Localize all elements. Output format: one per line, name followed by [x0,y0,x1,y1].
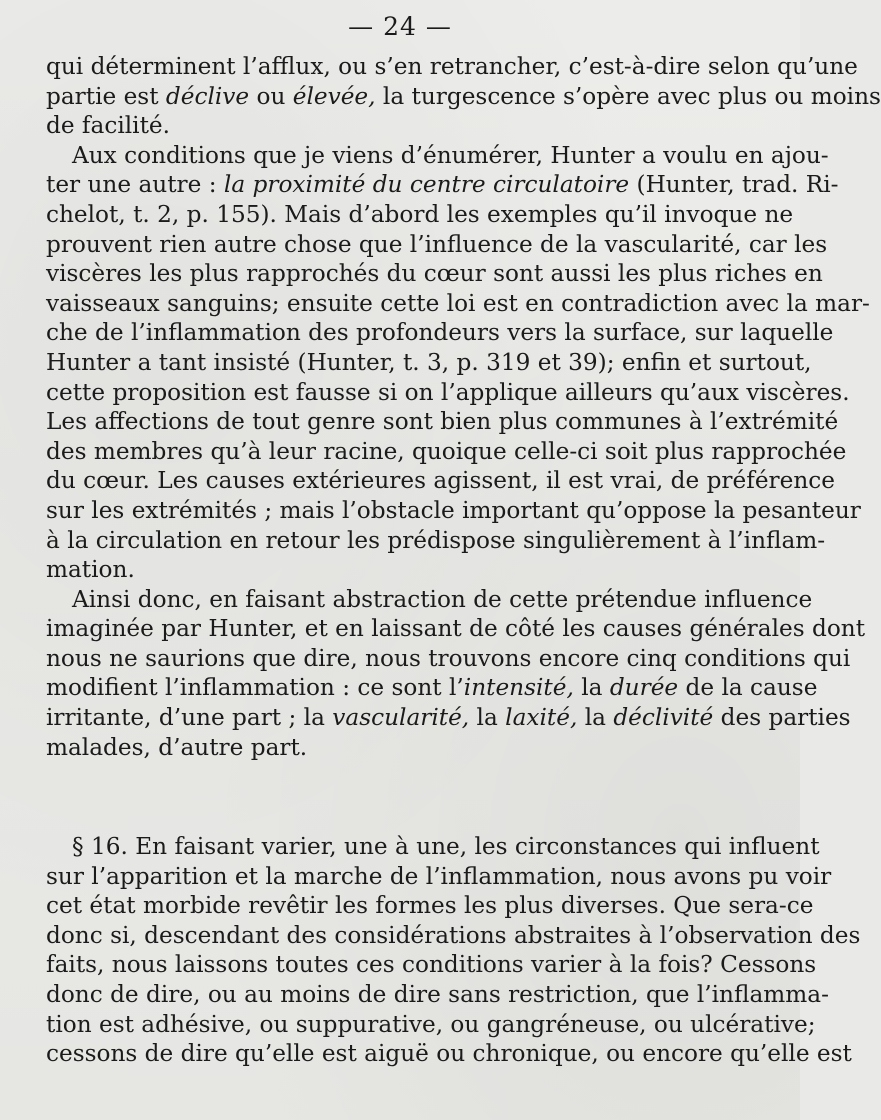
paragraph-4-line-6: donc de dire, ou au moins de dire sans restriction, que l’inflamma- [46,980,829,1008]
text-run: la [577,704,614,732]
paragraph-2-line-8: Hunter a tant insisté (Hunter, t. 3, p. 319 et 39); enfin et surtout, [46,348,812,376]
text-run: (Hunter, trad. Ri- [629,171,839,199]
italic-term: laxité, [505,704,578,732]
paragraph-2-line-14: à la circulation en retour les prédispose singulièrement à l’inflam- [46,526,826,554]
paragraph-2-line-2 [46,170,839,200]
paragraph-2-line-7: che de l’inflammation des profondeurs vers la surface, sur laquelle [46,319,834,347]
paragraph-4-line-5: faits, nous laissons toutes ces conditions varier à la fois? Cessons [46,951,817,979]
paragraph-4-line-1: § 16. En faisant varier, une à une, les circonstances qui influent [72,833,820,860]
paragraph-3-line-5 [46,703,851,733]
paragraph-4-line-4: donc si, descendant des considérations abstraites à l’observation des [46,921,861,949]
body-text-upper [46,52,881,762]
paragraph-2-line-15: mation. [46,556,135,584]
paragraph-2-line-5: viscères les plus rapprochés du cœur sont aussi les plus riches en [46,260,823,288]
paragraph-4-line-3: cet état morbide revêtir les formes les plus diverses. Que sera-ce [46,892,814,920]
page-number: — 24 — [348,12,452,41]
paragraph-2-line-13: sur les extrémités ; mais l’obstacle important qu’oppose la pesanteur [46,496,861,524]
text-run: la [469,704,506,732]
text-run: la [573,674,610,702]
text-run: partie est [46,82,166,110]
paragraph-4-line-7: tion est adhésive, ou suppurative, ou gangréneuse, ou ulcérative; [46,1010,816,1038]
paragraph-3-line-2: imaginée par Hunter, et en laissant de côté les causes générales dont [46,615,866,643]
italic-term: déclivité [613,704,714,732]
paragraph-2-line-4: prouvent rien autre chose que l’influence de la vascularité, car les [46,230,828,258]
text-run: la turgescence s’opère avec plus ou moins [375,82,881,110]
paragraph-1-line-2 [46,82,881,112]
text-run: ter une autre : [46,171,224,199]
text-run: irritante, d’une part ; la [46,704,333,732]
text-run: de la cause [678,674,818,702]
italic-term: intensité, [463,674,574,702]
paragraph-4-line-2: sur l’apparition et la marche de l’inflammation, nous avons pu voir [46,862,832,890]
italic-term: élevée, [292,82,376,110]
paragraph-2-line-9: cette proposition est fausse si on l’applique ailleurs qu’aux viscères. [46,378,850,406]
paragraph-2-line-1: Aux conditions que je viens d’énumérer, Hunter a voulu en ajou- [72,141,829,169]
italic-term: vascularité, [332,704,470,732]
italic-term: la proximité du centre circulatoire [223,171,630,199]
paragraph-2-line-12: du cœur. Les causes extérieures agissent, il est vrai, de préférence [46,467,835,495]
paragraph-3-line-3: nous ne saurions que dire, nous trouvons encore cinq conditions qui [46,644,851,672]
italic-term: déclive [165,82,250,110]
paragraph-4-line-8: cessons de dire qu’elle est aiguë ou chronique, ou encore qu’elle est [46,1040,852,1068]
text-run: ou [249,82,293,110]
paragraph-2-line-10: Les affections de tout genre sont bien plus communes à l’extrémité [46,408,839,436]
italic-term: durée [609,674,679,702]
paragraph-2-line-11: des membres qu’à leur racine, quoique celle-ci soit plus rapprochée [46,437,847,465]
paragraph-3-line-6: malades, d’autre part. [46,733,308,761]
paragraph-1-line-3: de facilité. [46,112,170,140]
text-run: des parties [713,704,851,732]
text-run: modifient l’inflammation : ce sont l’ [46,674,464,702]
paragraph-1-line-1: qui déterminent l’afflux, ou s’en retrancher, c’est-à-dire selon qu’une [46,53,858,80]
paragraph-2-line-6: vaisseaux sanguins; ensuite cette loi est en contradiction avec la mar- [46,289,870,317]
body-text-lower [46,832,861,1069]
paragraph-3-line-1: Ainsi donc, en faisant abstraction de cette prétendue influence [72,585,813,613]
paragraph-2-line-3: chelot, t. 2, p. 155). Mais d’abord les exemples qu’il invoque ne [46,200,794,228]
paragraph-3-line-4 [46,673,818,703]
